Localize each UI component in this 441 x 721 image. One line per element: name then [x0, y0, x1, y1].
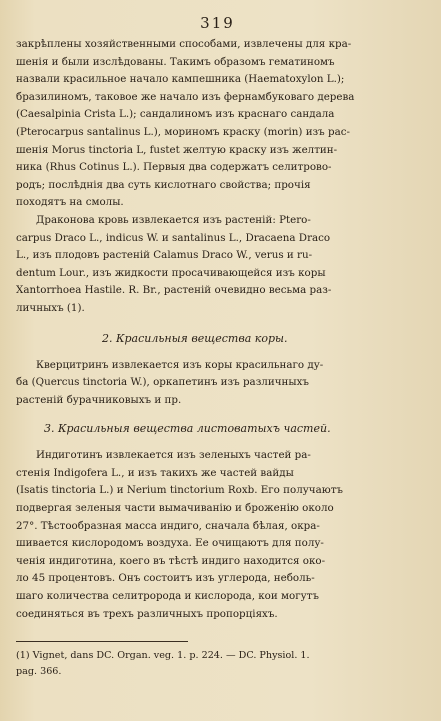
paragraph-dragon-blood	[16, 212, 419, 318]
footnote-line: pag. 366.	[16, 666, 62, 678]
text-line: Xantorrhoea Hastile. R. Br., растеній очевидно весьма раз-	[16, 284, 332, 297]
section-heading-leaf-dyes: 3. Красильныя вещества листоватыхъ частей.	[44, 422, 331, 436]
text-line: походятъ на смолы.	[16, 196, 124, 209]
text-line: шивается кислородомъ воздуха. Ее очищаютъ для полу-	[16, 537, 324, 550]
text-line: личныхъ (1).	[16, 301, 85, 314]
text-line: Индиготинъ извлекается изъ зеленыхъ частей ра-	[36, 449, 311, 462]
page-number: 319	[200, 14, 235, 32]
text-line: закрѣплены хозяйственными способами, извлечены для кра-	[16, 38, 352, 50]
text-line: (Isatis tinctoria L.) и Nerium tinctorium Roxb. Его получаютъ	[16, 484, 343, 497]
text-line: ло 45 процентовъ. Онъ состоитъ изъ углерода, неболь-	[16, 572, 315, 585]
text-line: Кверцитринъ извлекается изъ коры красильнаго ду-	[36, 358, 324, 371]
footnote	[16, 648, 419, 680]
text-line: carpus Draco L., indicus W. и santalinus L., Dracaena Draco	[16, 231, 331, 244]
text-line: (Caesalpinia Crista L.); сандалиномъ изъ краснаго сандала	[16, 108, 335, 121]
footnote-line: (1) Vignet, dans DC. Organ. veg. 1. p. 224. — DC. Physiol. 1.	[16, 650, 310, 662]
text-line: родъ; послѣднія два суть кислотнаго свойства; прочія	[16, 178, 311, 191]
text-line: растеній бурачниковыхъ и пр.	[16, 393, 182, 406]
text-line: ба (Quercus tinctoria W.), оркапетинъ изъ различныхъ	[16, 376, 309, 389]
text-line: Драконова кровь извлекается изъ растеній: Ptero-	[36, 213, 311, 226]
text-line: бразилиномъ, таковое же начало изъ фернамбуковаго дерева	[16, 90, 355, 103]
section-heading-bark-dyes: 2. Красильныя вещества коры.	[102, 331, 288, 345]
text-line: шенія Morus tinctoria L, fustet желтую краску изъ желтин-	[16, 143, 338, 156]
text-line: L., изъ плодовъ растеній Calamus Draco W., verus и ru-	[16, 249, 313, 262]
paragraph-indigotin	[16, 447, 419, 623]
text-line: ника (Rhus Cotinus L.). Первыя два содержатъ селитрово-	[16, 161, 332, 174]
text-line: стенія Indigofera L., и изъ такихъ же частей вайды	[16, 466, 294, 479]
text-line: назвали красильное начало кампешника (Haematoxylon L.);	[16, 73, 345, 86]
paragraph-dye-principles	[16, 36, 419, 212]
footnote-divider	[16, 641, 188, 642]
text-line: шенія и были изслѣдованы. Такимъ образомъ гематиномъ	[16, 55, 335, 68]
text-line: ченія индиготина, коего въ тѣстѣ индиго находится око-	[16, 554, 326, 567]
text-line: 27°. Тѣстообразная масса индиго, сначала бѣлая, окра-	[16, 519, 320, 532]
text-line: шаго количества селитророда и кислорода, кои могутъ	[16, 590, 319, 603]
text-line: (Pterocarpus santalinus L.), мориномъ краску (morin) изъ рас-	[16, 125, 350, 138]
text-line: подвергая зеленыя части вымачиванію и броженію около	[16, 502, 334, 515]
text-line: dentum Lour., изъ жидкости просачивающейся изъ коры	[16, 266, 326, 279]
text-line: соединяться въ трехъ различныхъ пропорціяхъ.	[16, 607, 278, 620]
paragraph-quercitrin	[16, 357, 419, 410]
